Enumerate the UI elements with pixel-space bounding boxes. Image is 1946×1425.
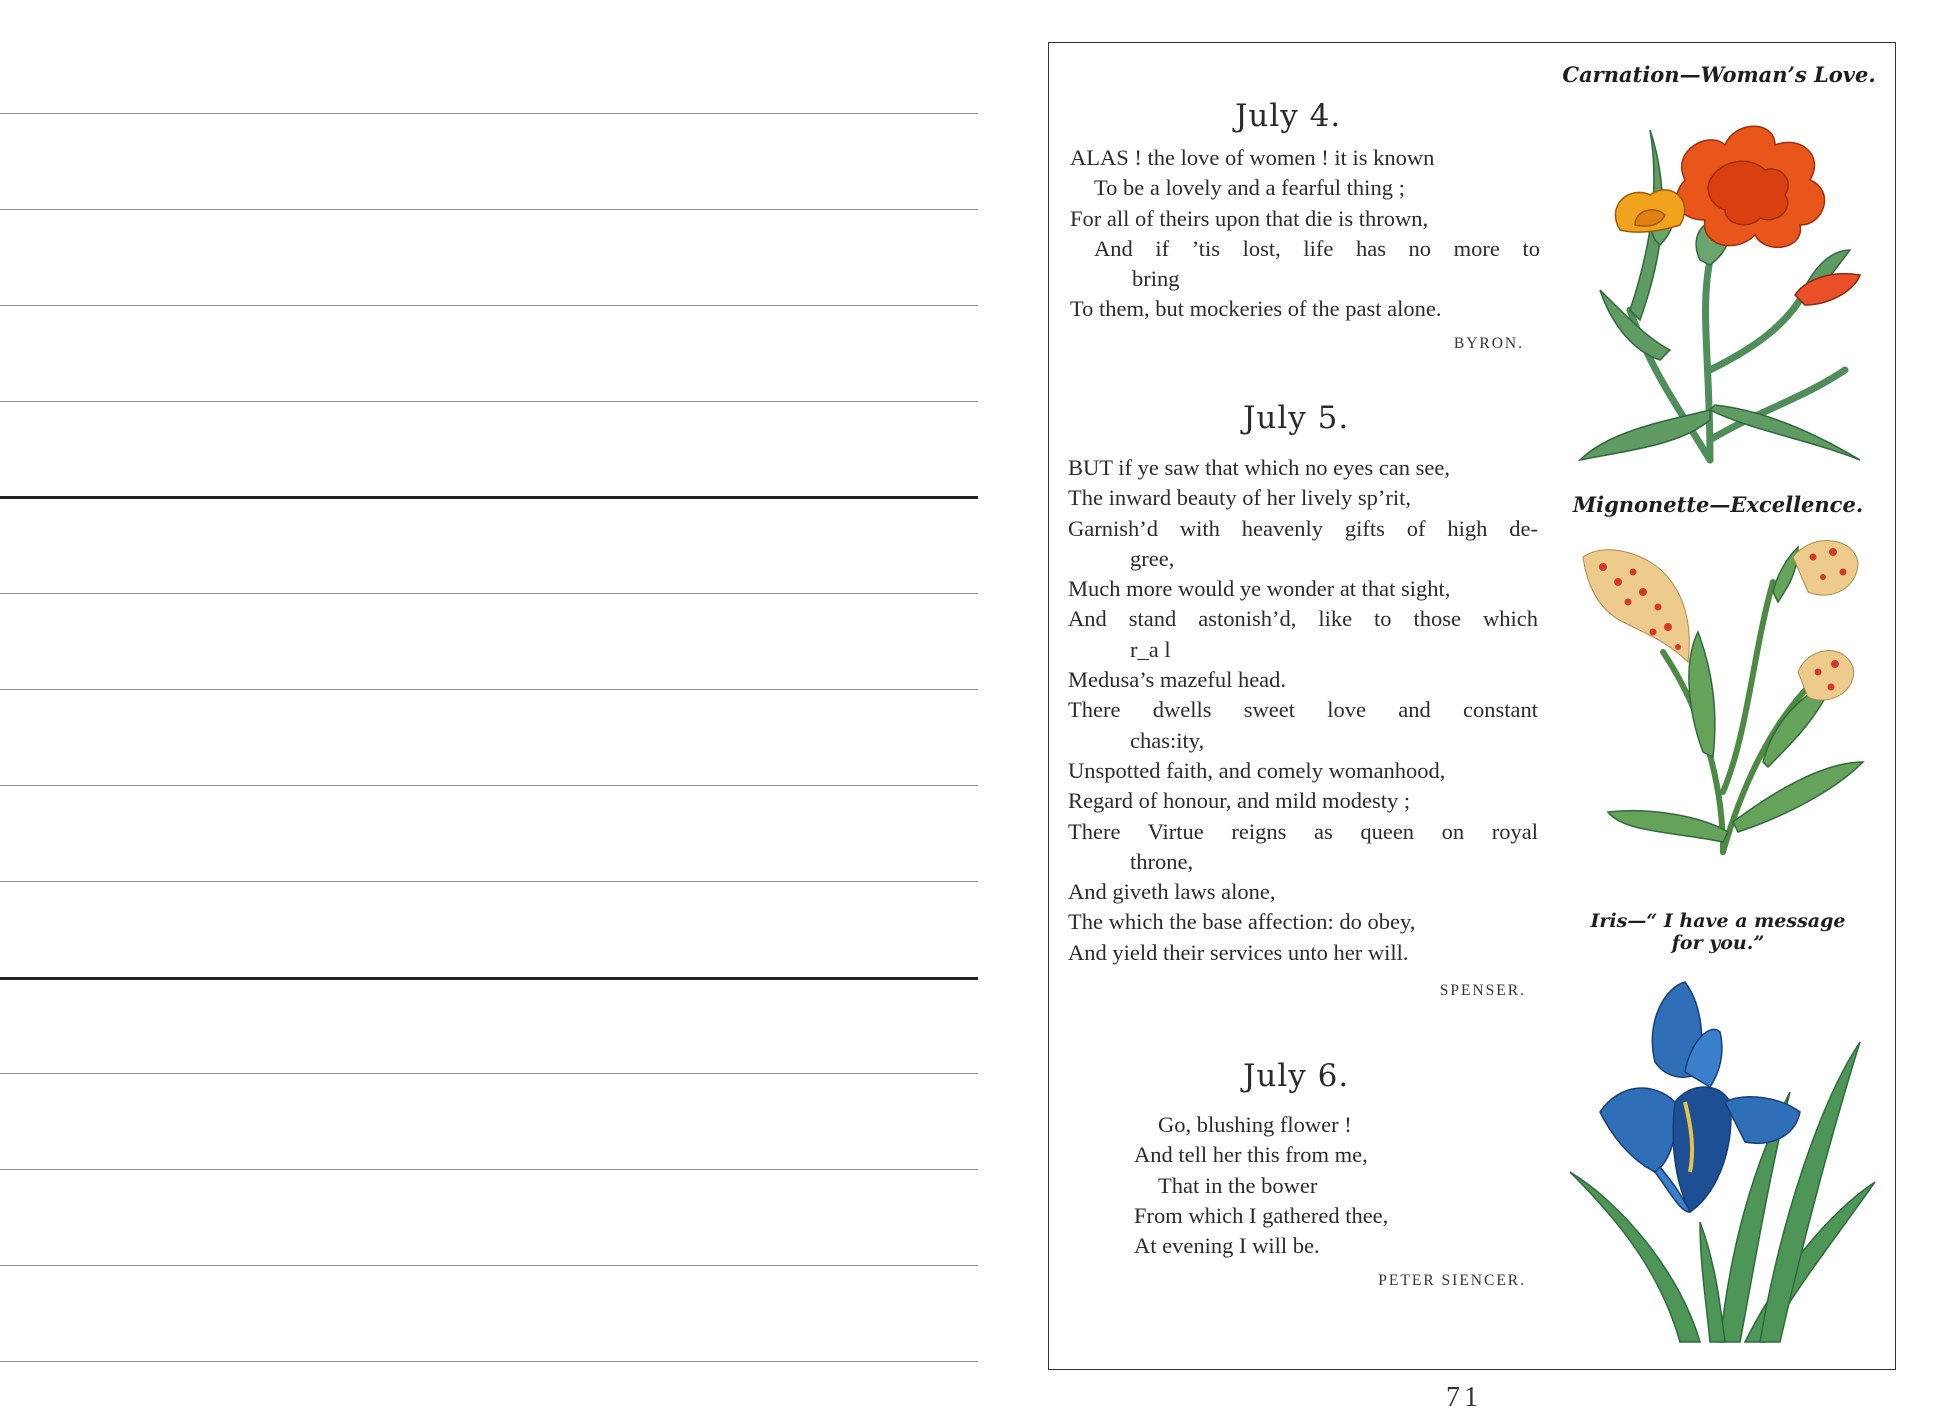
poem-july-5 [1068, 453, 1538, 968]
ruled-line-heavy [0, 977, 978, 980]
poem-line: Unspotted faith, and comely womanhood, [1068, 757, 1446, 783]
poem-line: gree, [1130, 545, 1175, 571]
poem-july-6 [1134, 1110, 1514, 1261]
ruled-line [0, 305, 978, 306]
flower-caption-mignonette: Mignonette—Excellence. [1572, 492, 1864, 517]
poem-july-4 [1070, 143, 1540, 325]
poem-line: Medusa’s mazeful head. [1068, 667, 1287, 693]
poem-line: Go, blushing flower ! [1158, 1112, 1352, 1137]
poem-line: At evening I will be. [1134, 1233, 1320, 1259]
ruled-line [0, 401, 978, 402]
ruled-line [0, 881, 978, 882]
poem-line: Regard of honour, and mild modesty ; [1068, 788, 1411, 814]
ruled-line [0, 593, 978, 594]
poem-line: chas:ity, [1130, 727, 1205, 753]
iris-illustration [1560, 972, 1880, 1344]
poem-line: There Virtue reigns as queen on royal [1068, 818, 1538, 844]
ruled-line [0, 1169, 978, 1170]
poem-line: For all of theirs upon that die is thrown, [1070, 205, 1429, 231]
poem-line: bring [1132, 266, 1180, 292]
poem-author: BYRON. [1453, 335, 1524, 352]
poem-line: And yield their services unto her will. [1068, 939, 1409, 965]
poem-line: From which I gathered thee, [1134, 1202, 1389, 1228]
ruled-line [0, 113, 978, 114]
poem-line: There dwells sweet love and constant [1068, 697, 1538, 723]
poem-line: And tell her this from me, [1134, 1142, 1368, 1168]
ruled-line [0, 1265, 978, 1266]
poem-line: Garnish’d with heavenly gifts of high de- [1068, 515, 1538, 541]
poem-line: throne, [1130, 848, 1194, 874]
poem-line: To be a lovely and a fearful thing ; [1094, 175, 1405, 201]
flower-caption-line: for you.” [1671, 932, 1765, 954]
poem-line: Much more would ye wonder at that sight, [1068, 576, 1451, 602]
flower-caption-line: Iris—“ I have a message [1590, 910, 1846, 932]
book-page [1048, 42, 1896, 1370]
entry-title-july-6: July 6. [1243, 1058, 1350, 1094]
poem-line: BUT if ye saw that which no eyes can see, [1068, 455, 1450, 480]
poem-line: The which the base affection: do obey, [1068, 909, 1416, 935]
poem-line: r_a l [1130, 636, 1171, 662]
poem-line: The inward beauty of her lively sp’rit, [1068, 485, 1412, 511]
poem-author: PETER SIENCER. [1378, 1272, 1526, 1289]
ruled-line-heavy [0, 496, 978, 499]
mignonette-illustration [1573, 532, 1883, 862]
page-number: 71 [1446, 1382, 1482, 1413]
poem-line: And stand astonish’d, like to those which [1068, 606, 1538, 632]
ruled-line [0, 1361, 978, 1362]
flower-caption-carnation: Carnation—Woman’s Love. [1562, 62, 1876, 87]
poem-line: That in the bower [1158, 1172, 1318, 1198]
poem-line: ALAS ! the love of women ! it is known [1070, 145, 1435, 170]
poem-line: And giveth laws alone, [1068, 879, 1276, 905]
poem-line: And if ’tis lost, life has no more to [1094, 235, 1540, 261]
flower-caption-iris [1568, 910, 1868, 954]
ruled-line [0, 689, 978, 690]
poem-author: SPENSER. [1439, 982, 1526, 999]
entry-title-july-4: July 4. [1235, 98, 1342, 134]
entry-title-july-5: July 5. [1243, 400, 1350, 436]
poem-line: To them, but mockeries of the past alone. [1070, 296, 1442, 322]
ruled-line [0, 209, 978, 210]
ruled-line [0, 1073, 978, 1074]
carnation-illustration [1560, 110, 1880, 478]
ruled-line [0, 785, 978, 786]
